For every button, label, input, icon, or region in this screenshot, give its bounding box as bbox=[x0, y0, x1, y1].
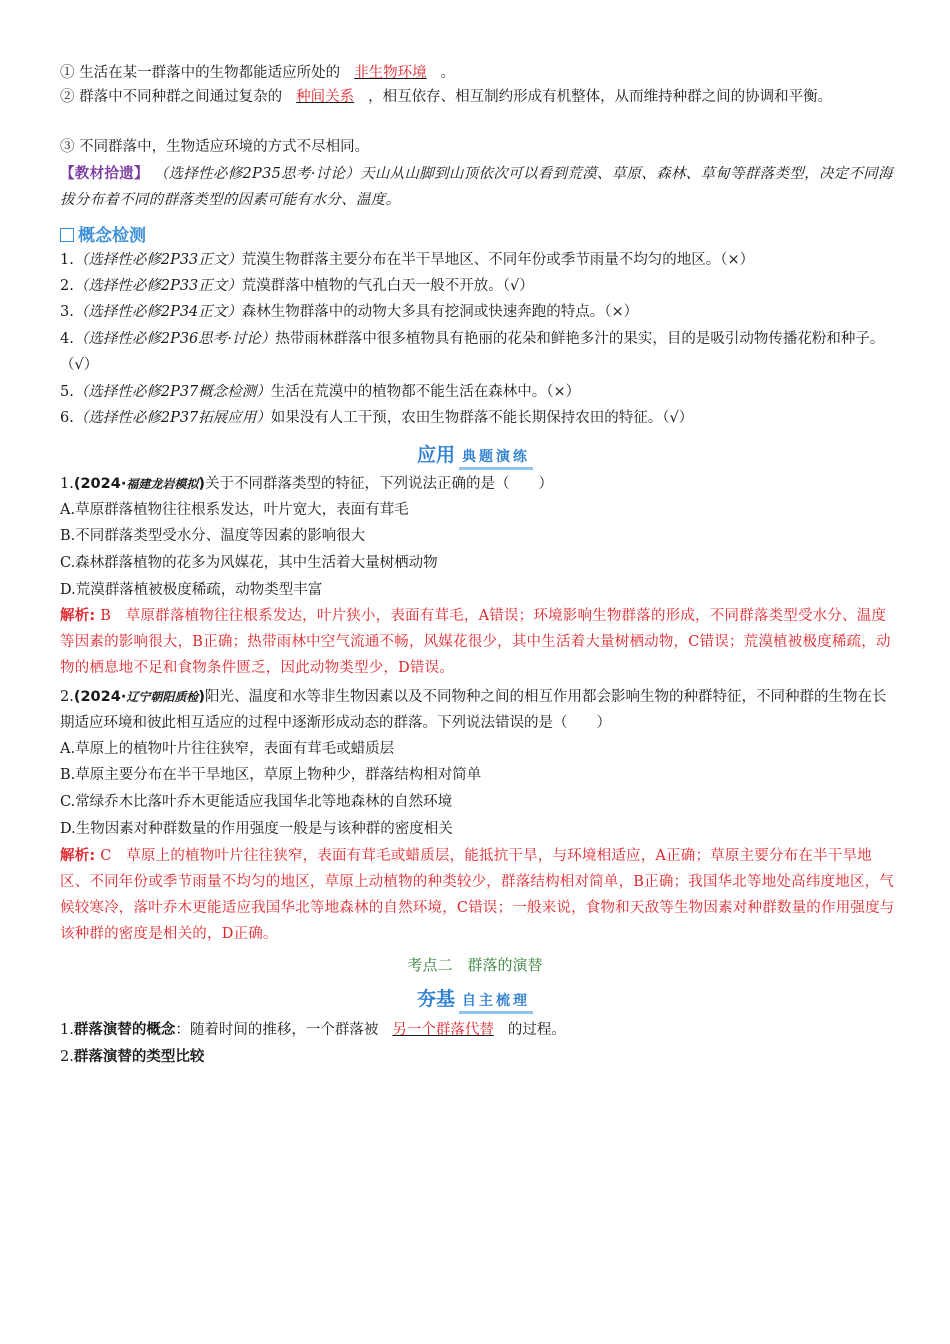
apply-badge-main: 应用 bbox=[416, 444, 455, 466]
question-2-option: A.草原上的植物叶片往往狭窄，表面有茸毛或蜡质层 bbox=[60, 741, 395, 757]
apply-badge-sub: 典题演练 bbox=[459, 446, 533, 470]
question-2-stem: 2.(2024·辽宁朝阳质检)阳光、温度和水等非生物因素以及不同物种之间的相互作用都会影响生物的种群特征，不同种群的生物在长期适应环境和彼此相互适应的过程中逐渐形成动态的群落。下列说法错误的是（ ） bbox=[60, 689, 887, 731]
foundation-badge-sub: 自主梳理 bbox=[459, 990, 533, 1014]
section-title: 考点二 群落的演替 bbox=[407, 956, 543, 974]
intro-item-1-text: ① 生活在某一群落中的生物都能适应所处的 bbox=[60, 65, 341, 81]
intro-item-2-text: ② 群落中不同种群之间通过复杂的 bbox=[60, 89, 283, 105]
foundation-badge bbox=[0, 984, 950, 1014]
intro-item-1 bbox=[60, 63, 895, 83]
concept-item: 1.（选择性必修2P33正文）荒漠生物群落主要分布在半干旱地区、不同年份或季节雨量不均匀的地区。（×） bbox=[60, 252, 755, 268]
answer-blank: 种间关系 bbox=[296, 89, 355, 105]
analysis-label: 解析: bbox=[60, 608, 96, 624]
question-2-option: B.草原主要分布在半干旱地区，草原上物种少，群落结构相对简单 bbox=[60, 767, 482, 783]
concept-check-title: 概念检测 bbox=[78, 226, 146, 246]
intro-item-2 bbox=[60, 85, 895, 109]
concept-item: 4.（选择性必修2P36思考·讨论）热带雨林群落中很多植物具有艳丽的花朵和鲜艳多汁的果实，目的是吸引动物传播花粉和种子。（√） bbox=[60, 331, 885, 373]
question-2-option: D.生物因素对种群数量的作用强度一般是与该种群的密度相关 bbox=[60, 821, 453, 837]
question-1-option: D.荒漠群落植被极度稀疏，动物类型丰富 bbox=[60, 582, 323, 598]
analysis-text: B 草原群落植物往往根系发达，叶片狭小，表面有茸毛，A错误；环境影响生物群落的形成，不同群落类型受水分、温度等因素的影响很大，B正确；热带雨林中空气流通不畅，风媒花很少，其中生活着大量树栖动物，C错误；荒漠植被极度稀疏，动物的栖息地不足和食物条件匮乏，因此动物类型少，D错误。 bbox=[60, 608, 891, 676]
succession-concept: 1.群落演替的概念：随着时间的推移，一个群落被 另一个群落代替 的过程。 bbox=[60, 1022, 566, 1038]
checkbox-icon bbox=[60, 228, 74, 242]
textbook-supplement-label: 【教材拾遗】 bbox=[60, 165, 149, 182]
question-2-analysis bbox=[60, 843, 895, 947]
succession-types: 2.群落演替的类型比较 bbox=[60, 1049, 205, 1065]
apply-badge bbox=[0, 440, 950, 470]
intro-item-3: ③ 不同群落中，生物适应环境的方式不尽相同。 bbox=[60, 139, 370, 155]
textbook-supplement-source: （选择性必修2P35思考·讨论） bbox=[153, 166, 361, 182]
answer-blank: 另一个群落代替 bbox=[392, 1022, 494, 1038]
concept-item: 2.（选择性必修2P33正文）荒漠群落中植物的气孔白天一般不开放。（√） bbox=[60, 278, 534, 294]
question-1-option: C.森林群落植物的花多为风媒花，其中生活着大量树栖动物 bbox=[60, 555, 438, 571]
question-1-option: A.草原群落植物往往根系发达，叶片宽大，表面有茸毛 bbox=[60, 502, 409, 518]
concept-item: 6.（选择性必修2P37拓展应用）如果没有人工干预，农田生物群落不能长期保持农田的特征。（√） bbox=[60, 410, 694, 426]
textbook-supplement bbox=[60, 161, 895, 213]
question-2-option: C.常绿乔木比落叶乔木更能适应我国华北等地森林的自然环境 bbox=[60, 794, 453, 810]
answer-blank: 非生物环境 bbox=[354, 65, 427, 81]
analysis-label: 解析: bbox=[60, 848, 96, 864]
question-1-analysis bbox=[60, 603, 895, 681]
concept-item: 5.（选择性必修2P37概念检测）生活在荒漠中的植物都不能生活在森林中。（×） bbox=[60, 384, 581, 400]
foundation-badge-main: 夯基 bbox=[416, 988, 455, 1010]
question-1-option: B.不同群落类型受水分、温度等因素的影响很大 bbox=[60, 528, 366, 544]
concept-check-heading bbox=[60, 221, 146, 246]
textbook-supplement-text: 天山从山脚到山顶依次可以看到荒漠、草原、森林、草甸等群落类型，决定不同海拔分布着不同的群落类型的因素可能有水分、温度。 bbox=[60, 166, 893, 208]
concept-item: 3.（选择性必修2P34正文）森林生物群落中的动物大多具有挖洞或快速奔跑的特点。（×） bbox=[60, 304, 639, 320]
question-1-stem: 1.(2024·福建龙岩模拟)关于不同群落类型的特征，下列说法正确的是（ ） bbox=[60, 476, 553, 492]
intro-item-1-end: 。 bbox=[440, 65, 456, 81]
intro-item-2-rest: ，相互依存、相互制约形成有机整体，从而维持种群之间的协调和平衡。 bbox=[368, 89, 833, 105]
analysis-text: C 草原上的植物叶片往往狭窄，表面有茸毛或蜡质层，能抵抗干旱，与环境相适应，A正确；草原主要分布在半干旱地区、不同年份或季节雨量不均匀的地区，草原上动植物的种类较少，群落结构相对简单，B正确；我国华北等地处高纬度地区，气候较寒冷，落叶乔木更能适应我国华北等地森林的自然环境，C错误；一般来说，食物和天敌等生物因素对种群数量的作用强度与该种群的密度是相关的，D正确。 bbox=[60, 848, 895, 942]
